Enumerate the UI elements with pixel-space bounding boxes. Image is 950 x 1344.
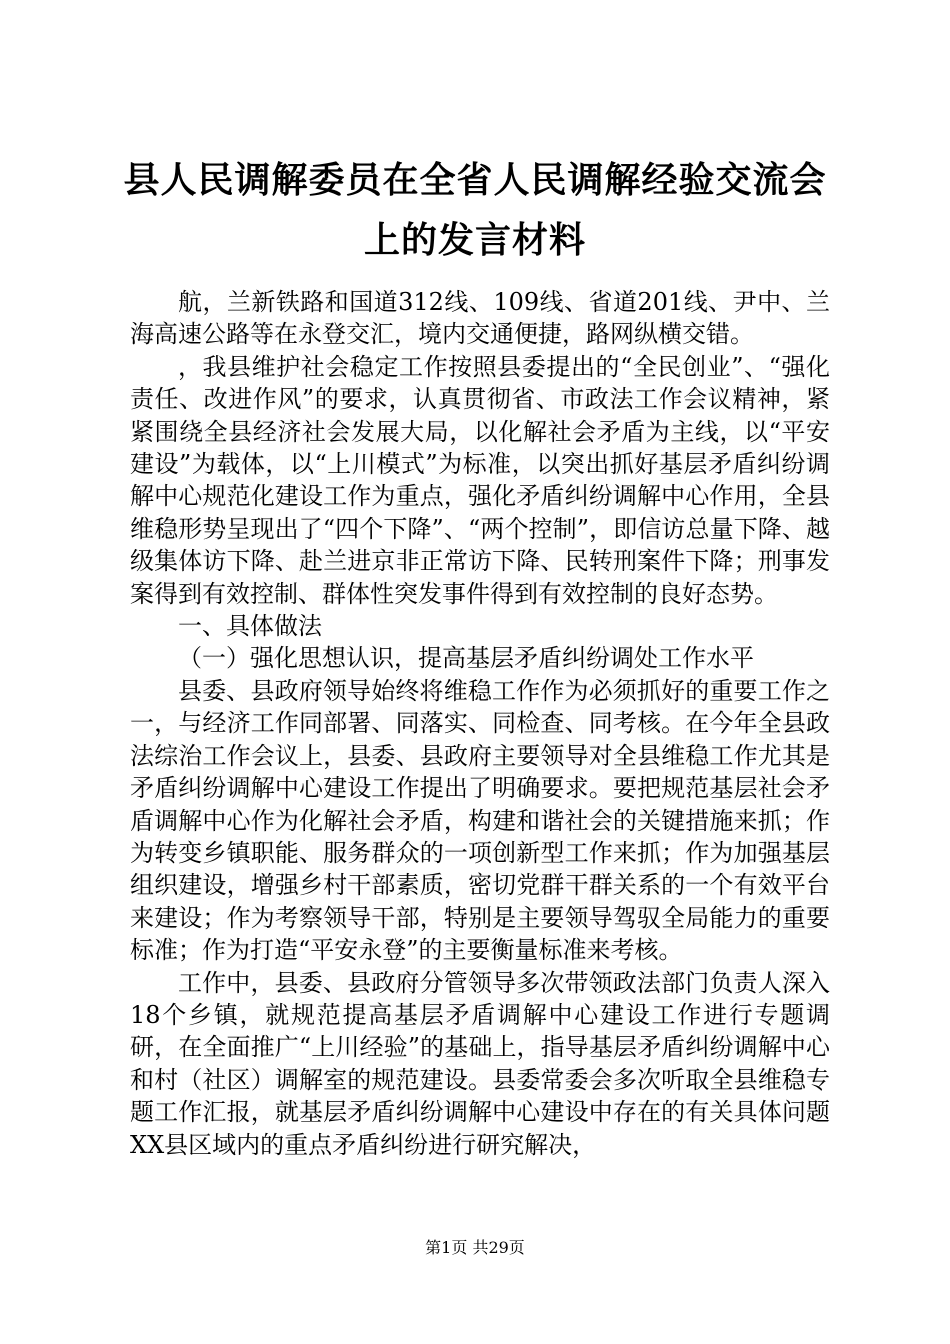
paragraph-leadership: 县委、县政府领导始终将维稳工作作为必须抓好的重要工作之一，与经济工作同部署、同落实、同检查、同考核。在今年全县政法综治工作会议上，县委、县政府主要领导对全县维稳工作尤其是矛盾纠纷调解中心建设工作提出了明确要求。要把规范基层社会矛盾调解中心作为化解社会矛盾，构建和谐社会的关键措施来抓；作为转变乡镇职能、服务群众的一项创新型工作来抓；作为加强基层组织建设，增强乡村干部素质，密切党群干群关系的一个有效平台来建设；作为考察领导干部，特别是主要领导驾驭全局能力的重要标准；作为打造“平安永登”的主要衡量标准来考核。: [130, 676, 830, 965]
paragraph-transport: 航，兰新铁路和国道312线、109线、省道201线、尹中、兰海高速公路等在永登交汇，境内交通便捷，路网纵横交错。: [130, 288, 830, 349]
paragraph-research: 工作中，县委、县政府分管领导多次带领政法部门负责人深入18个乡镇，就规范提高基层矛盾调解中心建设工作进行专题调研，在全面推广“上川经验”的基础上，指导基层矛盾纠纷调解中心和村（社区）调解室的规范建设。县委常委会多次听取全县维稳专题工作汇报，就基层矛盾纠纷调解中心建设中存在的有关具体问题XX县区域内的重点矛盾纠纷进行研究解决，: [130, 968, 830, 1159]
subsection-heading-1: （一）强化思想认识，提高基层矛盾纠纷调处工作水平: [178, 644, 754, 673]
page-number-footer: 第1页 共29页: [425, 1238, 525, 1257]
document-body: [130, 286, 830, 1161]
section-heading-methods: 一、具体做法: [178, 612, 322, 641]
document-title: 县人民调解委员在全省人民调解经验交流会上的发言材料: [123, 159, 827, 261]
paragraph-stability-overview: ，我县维护社会稳定工作按照县委提出的“全民创业”、“强化责任、改进作风”的要求，认真贯彻省、市政法工作会议精神，紧紧围绕全县经济社会发展大局，以化解社会矛盾为主线，以“平安建设”为载体，以“上川模式”为标准，以突出抓好基层矛盾纠纷调解中心规范化建设工作为重点，强化矛盾纠纷调解中心作用，全县维稳形势呈现出了“四个下降”、“两个控制”，即信访总量下降、越级集体访下降、赴兰进京非正常访下降、民转刑案件下降；刑事发案得到有效控制、群体性突发事件得到有效控制的良好态势。: [130, 352, 830, 608]
